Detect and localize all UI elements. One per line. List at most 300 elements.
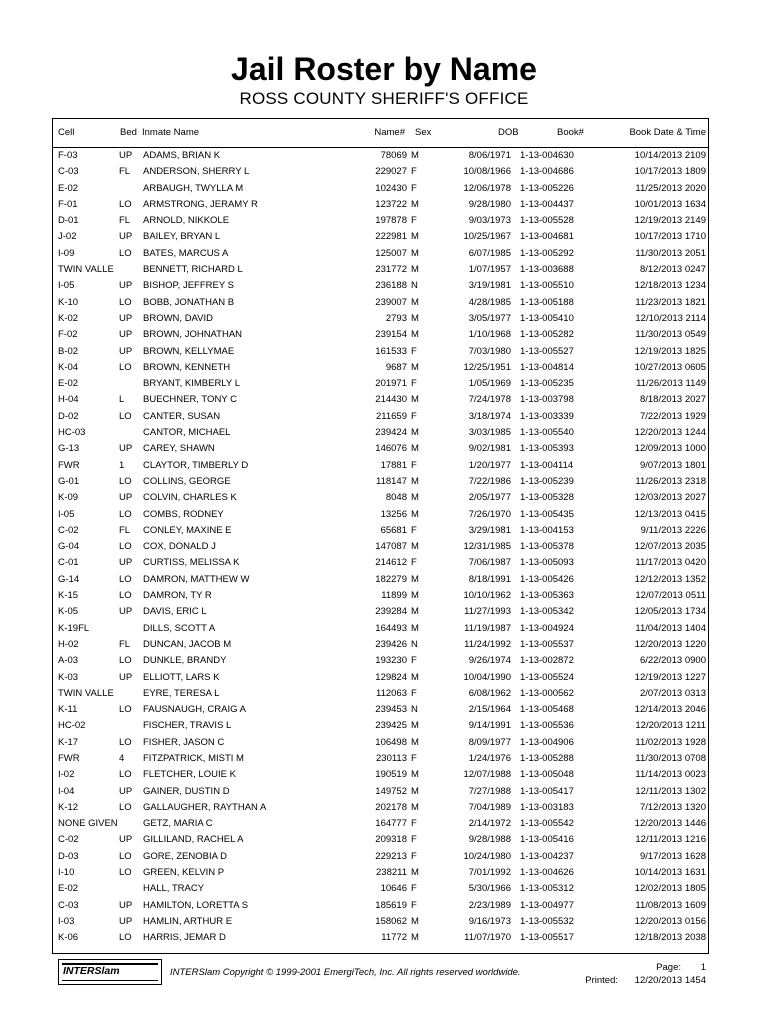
printed-datetime: 12/20/2013 1454 — [634, 975, 706, 986]
row-book-date-time: 10/01/2013 1634 — [634, 198, 706, 210]
row-name-number: 231772 — [375, 264, 407, 276]
row-inmate-name: HALL, TRACY — [143, 883, 205, 895]
row-name-number: 17881 — [380, 459, 407, 471]
row-cell: FWR — [58, 752, 80, 764]
row-bed: UP — [119, 834, 133, 846]
row-bed: UP — [119, 345, 133, 357]
row-dob: 7/04/1989 — [468, 801, 511, 813]
row-book-number: 1-13-004630 — [520, 150, 574, 161]
row-name-number: 11899 — [381, 590, 407, 602]
row-book-date-time: 12/05/2013 1734 — [634, 606, 706, 618]
row-bed: UP — [119, 443, 133, 455]
row-sex: M — [411, 736, 419, 748]
row-book-date-time: 11/17/2013 0420 — [635, 557, 706, 569]
table-row — [53, 441, 708, 457]
row-cell: K-17 — [58, 736, 79, 748]
row-bed: L — [119, 394, 125, 406]
row-cell: I-03 — [58, 915, 75, 927]
row-book-date-time: 11/30/2013 0549 — [635, 329, 706, 341]
row-sex: M — [411, 606, 419, 618]
row-dob: 10/25/1967 — [463, 231, 511, 243]
row-book-date-time: 12/20/2013 1220 — [634, 638, 706, 650]
table-row — [53, 425, 708, 441]
row-book-number: 1-13-005537 — [520, 638, 574, 650]
row-cell: D-01 — [58, 215, 79, 227]
row-dob: 10/10/1962 — [463, 590, 511, 602]
row-cell: G-13 — [58, 443, 80, 455]
row-dob: 9/26/1974 — [468, 655, 511, 667]
row-book-date-time: 11/02/2013 1928 — [635, 736, 706, 748]
row-book-date-time: 9/11/2013 2226 — [640, 524, 706, 536]
row-name-number: 147087 — [375, 541, 407, 553]
row-inmate-name: BISHOP, JEFFREY S — [143, 280, 234, 292]
table-row — [53, 229, 708, 245]
row-bed: LO — [119, 736, 132, 748]
table-row — [53, 523, 708, 539]
row-sex: M — [411, 932, 419, 944]
row-book-date-time: 12/12/2013 1352 — [634, 573, 706, 585]
row-dob: 7/22/1986 — [468, 475, 511, 487]
table-row — [53, 181, 708, 197]
row-inmate-name: FISCHER, TRAVIS L — [143, 720, 232, 732]
row-sex: F — [411, 850, 417, 862]
row-cell: G-01 — [58, 475, 80, 487]
row-cell: K-05 — [58, 606, 79, 618]
row-book-number: 1-13-005417 — [520, 785, 574, 797]
row-cell: I-10 — [58, 867, 75, 879]
row-book-number: 1-13-005292 — [520, 247, 574, 259]
row-bed: UP — [119, 557, 133, 569]
row-name-number: 106498 — [375, 736, 407, 748]
row-bed: UP — [119, 671, 133, 683]
row-dob: 10/08/1966 — [463, 166, 511, 178]
table-row — [53, 849, 708, 865]
row-bed: LO — [119, 801, 132, 813]
table-row — [53, 360, 708, 376]
row-dob: 1/20/1977 — [468, 459, 511, 471]
table-row — [53, 555, 708, 571]
row-inmate-name: ARMSTRONG, JERAMY R — [143, 198, 258, 210]
row-cell: H-04 — [58, 394, 79, 406]
row-dob: 1/07/1957 — [468, 264, 511, 276]
row-sex: M — [411, 541, 419, 553]
table-row — [53, 490, 708, 506]
row-name-number: 123722 — [375, 198, 407, 210]
row-dob: 2/14/1972 — [468, 818, 511, 830]
row-book-date-time: 12/18/2013 2038 — [634, 932, 706, 944]
row-bed: UP — [119, 150, 133, 161]
row-sex: F — [411, 378, 417, 390]
row-book-number: 1-13-004977 — [520, 899, 574, 911]
row-cell: C-03 — [58, 899, 79, 911]
row-name-number: 118147 — [376, 475, 407, 487]
row-book-number: 1-13-005532 — [520, 915, 574, 927]
row-book-number: 1-13-005527 — [520, 345, 574, 357]
row-bed: UP — [119, 280, 133, 292]
row-book-number: 1-13-004924 — [520, 622, 574, 634]
row-cell: F-01 — [58, 198, 78, 210]
row-book-number: 1-13-005312 — [520, 883, 574, 895]
row-book-number: 1-13-004626 — [520, 867, 574, 879]
table-row — [53, 295, 708, 311]
row-cell: G-04 — [58, 541, 80, 553]
row-sex: F — [411, 899, 417, 911]
row-book-number: 1-13-005393 — [520, 443, 574, 455]
table-row — [53, 458, 708, 474]
row-cell: HC-03 — [58, 427, 86, 439]
table-row — [53, 816, 708, 832]
row-name-number: 11772 — [381, 932, 407, 944]
row-dob: 12/06/1978 — [463, 182, 511, 194]
table-row — [53, 197, 708, 213]
row-sex: F — [411, 215, 417, 227]
table-row — [53, 246, 708, 262]
row-name-number: 161533 — [375, 345, 407, 357]
row-bed: FL — [119, 638, 131, 650]
row-bed: UP — [119, 231, 133, 243]
row-book-date-time: 12/03/2013 2027 — [634, 492, 706, 504]
table-body — [53, 148, 708, 947]
table-row — [53, 670, 708, 686]
row-inmate-name: ADAMS, BRIAN K — [143, 150, 221, 161]
row-dob: 6/07/1985 — [468, 247, 511, 259]
row-book-date-time: 2/07/2013 0313 — [639, 687, 706, 699]
row-sex: F — [411, 410, 417, 422]
row-book-date-time: 11/30/2013 0708 — [635, 752, 706, 764]
row-bed: LO — [119, 704, 132, 716]
table-row — [53, 784, 708, 800]
row-book-date-time: 12/20/2013 1446 — [634, 818, 706, 830]
table-row — [53, 865, 708, 881]
row-book-number: 1-13-005048 — [520, 769, 574, 781]
row-book-number: 1-13-005226 — [520, 182, 574, 194]
table-row — [53, 392, 708, 408]
row-cell: E-02 — [58, 883, 79, 895]
row-name-number: 158062 — [375, 915, 407, 927]
row-dob: 1/10/1968 — [468, 329, 511, 341]
table-row — [53, 213, 708, 229]
row-book-date-time: 12/19/2013 1227 — [634, 671, 706, 683]
row-inmate-name: COX, DONALD J — [143, 541, 216, 553]
row-cell: E-02 — [58, 182, 79, 194]
table-row — [53, 637, 708, 653]
row-book-number: 1-13-005536 — [520, 720, 574, 732]
row-dob: 1/24/1976 — [468, 752, 511, 764]
row-dob: 10/24/1980 — [463, 850, 511, 862]
row-book-number: 1-13-005235 — [520, 378, 574, 390]
row-sex: M — [411, 590, 419, 602]
table-row — [53, 702, 708, 718]
row-sex: M — [411, 573, 419, 585]
row-cell: I-05 — [58, 508, 75, 520]
row-cell: K-02 — [58, 312, 79, 324]
row-bed: UP — [119, 899, 133, 911]
row-sex: M — [411, 394, 419, 406]
row-name-number: 214430 — [375, 394, 407, 406]
row-book-number: 1-13-005524 — [520, 671, 574, 683]
row-name-number: 239453 — [375, 704, 407, 716]
table-row — [53, 751, 708, 767]
row-name-number: 164777 — [375, 818, 407, 830]
row-inmate-name: GETZ, MARIA C — [143, 818, 213, 830]
header-name-number: Name# — [374, 127, 405, 138]
row-cell: FWR — [58, 459, 80, 471]
row-book-number: 1-13-005510 — [520, 280, 574, 292]
table-row — [53, 621, 708, 637]
row-book-number: 1-13-004114 — [520, 459, 574, 471]
table-row — [53, 148, 708, 164]
row-book-date-time: 10/14/2013 1631 — [634, 867, 706, 879]
row-sex: F — [411, 524, 417, 536]
row-book-number: 1-13-004814 — [520, 361, 574, 373]
row-cell: E-02 — [58, 378, 79, 390]
row-dob: 3/19/1981 — [468, 280, 511, 292]
row-cell: K-11 — [58, 704, 78, 716]
row-book-date-time: 8/18/2013 2027 — [639, 394, 706, 406]
row-inmate-name: COMBS, RODNEY — [143, 508, 224, 520]
row-cell: K-03 — [58, 671, 79, 683]
row-inmate-name: CURTISS, MELISSA K — [143, 557, 240, 569]
row-dob: 3/05/1977 — [468, 312, 511, 324]
row-inmate-name: HARRIS, JEMAR D — [143, 932, 226, 944]
row-dob: 11/27/1993 — [464, 606, 511, 618]
row-book-date-time: 12/11/2013 1216 — [635, 834, 706, 846]
row-book-number: 1-13-005542 — [520, 818, 574, 830]
row-book-number: 1-13-005288 — [520, 752, 574, 764]
table-row — [53, 767, 708, 783]
row-name-number: 185619 — [375, 899, 407, 911]
row-cell: K-09 — [58, 492, 79, 504]
table-row — [53, 507, 708, 523]
roster-table — [52, 118, 709, 954]
row-bed: LO — [119, 769, 132, 781]
row-book-date-time: 12/19/2013 2149 — [634, 215, 706, 227]
row-sex: M — [411, 296, 419, 308]
row-dob: 1/05/1969 — [468, 378, 511, 390]
row-book-number: 1-13-005363 — [520, 590, 574, 602]
row-book-date-time: 7/12/2013 1320 — [639, 801, 706, 813]
table-row — [53, 474, 708, 490]
row-name-number: 197878 — [375, 215, 407, 227]
row-inmate-name: CANTOR, MICHAEL — [143, 427, 231, 439]
row-sex: N — [411, 280, 418, 292]
row-dob: 7/26/1970 — [468, 508, 511, 520]
row-book-number: 1-13-005528 — [520, 215, 574, 227]
row-bed: LO — [119, 850, 132, 862]
row-book-number: 1-13-003688 — [520, 264, 574, 276]
row-name-number: 2793 — [385, 312, 407, 324]
table-row — [53, 881, 708, 897]
row-inmate-name: COLVIN, CHARLES K — [143, 492, 237, 504]
copyright-text: INTERSlam Copyright © 1999-2001 EmergiTech, Inc. All rights reserved worldwide. — [170, 967, 521, 978]
row-book-date-time: 10/17/2013 1809 — [634, 166, 706, 178]
row-cell: K-15 — [58, 590, 79, 602]
row-bed: LO — [119, 475, 132, 487]
table-row — [53, 539, 708, 555]
row-name-number: 129824 — [375, 671, 407, 683]
row-sex: M — [411, 198, 419, 210]
header-inmate-name: Inmate Name — [142, 127, 200, 138]
row-book-date-time: 10/14/2013 2109 — [634, 150, 706, 161]
row-book-number: 1-13-004437 — [520, 198, 574, 210]
row-sex: M — [411, 247, 419, 259]
row-cell: I-05 — [58, 280, 75, 292]
row-inmate-name: BROWN, DAVID — [143, 312, 214, 324]
row-sex: M — [411, 312, 419, 324]
row-dob: 7/01/1992 — [468, 867, 511, 879]
table-row — [53, 914, 708, 930]
table-row — [53, 718, 708, 734]
row-bed: LO — [119, 508, 132, 520]
row-dob: 7/24/1978 — [468, 394, 511, 406]
row-book-date-time: 11/04/2013 1404 — [635, 622, 706, 634]
row-cell: TWIN VALLE — [58, 687, 114, 699]
table-row — [53, 898, 708, 914]
row-inmate-name: GORE, ZENOBIA D — [143, 850, 227, 862]
row-book-date-time: 12/19/2013 1825 — [634, 345, 706, 357]
row-bed: LO — [119, 655, 132, 667]
row-book-date-time: 12/10/2013 2114 — [635, 312, 706, 324]
row-cell: K-19FL — [58, 622, 90, 634]
logo-rule-bottom — [62, 980, 158, 981]
row-dob: 11/19/1987 — [464, 622, 511, 634]
row-name-number: 239424 — [375, 427, 407, 439]
row-sex: M — [411, 622, 419, 634]
row-inmate-name: BENNETT, RICHARD L — [143, 264, 243, 276]
row-inmate-name: BRYANT, KIMBERLY L — [143, 378, 240, 390]
row-name-number: 13256 — [380, 508, 407, 520]
row-book-date-time: 10/17/2013 1710 — [634, 231, 706, 243]
row-cell: F-02 — [58, 329, 78, 341]
row-cell: J-02 — [58, 231, 77, 243]
row-cell: NONE GIVEN — [58, 818, 118, 830]
row-book-date-time: 12/14/2013 2046 — [634, 704, 706, 716]
row-bed: UP — [119, 312, 133, 324]
row-bed: UP — [119, 915, 133, 927]
row-inmate-name: CAREY, SHAWN — [143, 443, 215, 455]
row-dob: 7/03/1980 — [468, 345, 511, 357]
row-bed: UP — [119, 606, 133, 618]
interslam-logo — [58, 959, 162, 985]
row-book-number: 1-13-005426 — [520, 573, 574, 585]
row-bed: LO — [119, 296, 132, 308]
row-sex: M — [411, 867, 419, 879]
row-inmate-name: ARBAUGH, TWYLLA M — [143, 182, 244, 194]
row-bed: 4 — [119, 752, 125, 764]
table-row — [53, 735, 708, 751]
page-label: Page: — [656, 962, 681, 973]
row-inmate-name: CONLEY, MAXINE E — [143, 524, 232, 536]
row-name-number: 214612 — [375, 557, 407, 569]
row-book-date-time: 6/22/2013 0900 — [639, 655, 706, 667]
row-book-date-time: 10/27/2013 0605 — [634, 361, 706, 373]
table-row — [53, 686, 708, 702]
row-name-number: 10646 — [380, 883, 407, 895]
row-cell: H-02 — [58, 638, 79, 650]
row-inmate-name: HAMLIN, ARTHUR E — [143, 915, 233, 927]
row-sex: M — [411, 492, 419, 504]
row-name-number: 65681 — [380, 524, 407, 536]
row-inmate-name: DUNKLE, BRANDY — [143, 655, 227, 667]
row-dob: 9/28/1988 — [468, 834, 511, 846]
row-inmate-name: BROWN, JOHNATHAN — [143, 329, 243, 341]
row-name-number: 236188 — [375, 280, 407, 292]
row-name-number: 78069 — [380, 150, 407, 161]
row-inmate-name: ELLIOTT, LARS K — [143, 671, 220, 683]
page-number: 1 — [700, 962, 706, 973]
row-name-number: 182279 — [375, 573, 407, 585]
row-dob: 10/04/1990 — [463, 671, 511, 683]
table-row — [53, 327, 708, 343]
row-dob: 9/14/1991 — [468, 720, 511, 732]
row-book-date-time: 12/11/2013 1302 — [635, 785, 706, 797]
table-row — [53, 800, 708, 816]
row-book-date-time: 12/20/2013 0156 — [634, 915, 706, 927]
row-book-number: 1-13-005540 — [520, 427, 574, 439]
row-inmate-name: BATES, MARCUS A — [143, 247, 229, 259]
row-book-number: 1-13-005093 — [520, 557, 574, 569]
report-title: Jail Roster by Name — [231, 51, 537, 87]
row-sex: N — [411, 638, 418, 650]
row-inmate-name: CANTER, SUSAN — [143, 410, 221, 422]
row-book-date-time: 12/07/2013 0511 — [635, 590, 706, 602]
row-book-date-time: 9/17/2013 1628 — [639, 850, 706, 862]
row-dob: 9/28/1980 — [468, 198, 511, 210]
row-dob: 11/07/1970 — [464, 932, 511, 944]
row-dob: 2/05/1977 — [468, 492, 511, 504]
row-sex: M — [411, 915, 419, 927]
row-sex: F — [411, 883, 417, 895]
row-bed: LO — [119, 410, 132, 422]
row-book-date-time: 12/13/2013 0415 — [634, 508, 706, 520]
row-inmate-name: CLAYTOR, TIMBERLY D — [143, 459, 249, 471]
row-inmate-name: BUECHNER, TONY C — [143, 394, 237, 406]
row-book-date-time: 12/20/2013 1244 — [634, 427, 706, 439]
row-book-date-time: 8/12/2013 0247 — [639, 264, 706, 276]
row-name-number: 190519 — [375, 769, 407, 781]
row-dob: 8/06/1971 — [468, 150, 511, 161]
row-bed: LO — [119, 590, 132, 602]
header-sex: Sex — [415, 127, 432, 138]
table-row — [53, 311, 708, 327]
row-book-date-time: 11/26/2013 2318 — [635, 475, 706, 487]
row-book-number: 1-13-004153 — [520, 524, 574, 536]
row-book-number: 1-13-004686 — [520, 166, 574, 178]
row-inmate-name: GAINER, DUSTIN D — [143, 785, 230, 797]
row-inmate-name: DILLS, SCOTT A — [143, 622, 216, 634]
header-dob: DOB — [498, 127, 519, 138]
row-inmate-name: GILLILAND, RACHEL A — [143, 834, 244, 846]
row-dob: 8/09/1977 — [468, 736, 511, 748]
row-sex: F — [411, 182, 417, 194]
row-cell: C-02 — [58, 524, 79, 536]
row-bed: LO — [119, 932, 132, 944]
table-row — [53, 604, 708, 620]
row-book-number: 1-13-005468 — [520, 704, 574, 716]
row-cell: D-02 — [58, 410, 79, 422]
row-book-number: 1-13-002872 — [520, 655, 574, 667]
row-dob: 8/18/1991 — [468, 573, 511, 585]
row-bed: LO — [119, 247, 132, 259]
row-name-number: 112063 — [376, 687, 407, 699]
row-name-number: 239284 — [375, 606, 407, 618]
row-cell: C-03 — [58, 166, 79, 178]
row-inmate-name: GALLAUGHER, RAYTHAN A — [143, 801, 267, 813]
table-row — [53, 588, 708, 604]
row-dob: 3/03/1985 — [468, 427, 511, 439]
row-bed: UP — [119, 492, 133, 504]
row-cell: G-14 — [58, 573, 80, 585]
